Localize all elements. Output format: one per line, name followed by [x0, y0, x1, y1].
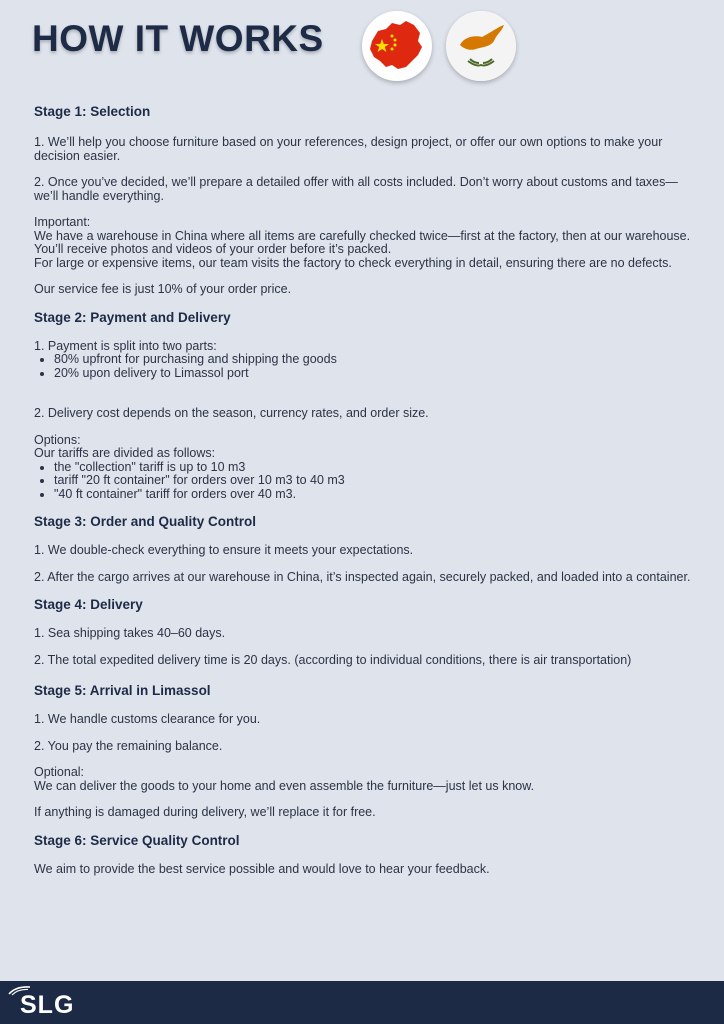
page-title: HOW IT WORKS: [32, 18, 324, 59]
footer: [0, 981, 724, 1024]
stage-2-p2: 2. Delivery cost depends on the season, currency rates, and order size.: [34, 406, 429, 420]
stage-5-optional-text: We can deliver the goods to your home and even assemble the furniture—just let us know.: [34, 778, 535, 793]
payment-list: [34, 353, 694, 380]
cyprus-flag-icon: [446, 11, 516, 81]
slg-logo: SLG: [20, 991, 75, 1019]
stage-2-title: Stage 2: Payment and Delivery: [34, 309, 231, 325]
stage-2-options-label: Options:: [34, 432, 81, 447]
list-item: • "40 ft container" tariff for orders over 40 m3.: [54, 488, 694, 502]
stage-5-p2: 2. You pay the remaining balance.: [34, 738, 223, 753]
stage-3-p2: 2. After the cargo arrives at our warehouse in China, it’s inspected again, securely packed, and loaded into a container.: [34, 569, 691, 584]
list-item: • the "collection" tariff is up to 10 m3: [54, 461, 694, 475]
stage-3-title: Stage 3: Order and Quality Control: [34, 514, 257, 529]
stage-5-damage: If anything is damaged during delivery, we’ll replace it for free.: [34, 805, 376, 819]
stage-4-p1: 1. Sea shipping takes 40–60 days.: [34, 626, 226, 640]
stage-5-title: Stage 5: Arrival in Limassol: [34, 683, 211, 698]
stage-5-optional-label: Optional:: [34, 765, 85, 779]
stage-6-title: Stage 6: Service Quality Control: [34, 832, 240, 848]
stage-1-fee: Our service fee is just 10% of your order price.: [34, 282, 292, 296]
stage-5-p1: 1. We handle customs clearance for you.: [34, 712, 261, 726]
stage-1-important-text: We have a warehouse in China where all items are carefully checked twice—first at the factory, then at our warehouse. You’ll receive photos and videos of your order before it’s packed.: [34, 228, 691, 256]
stage-3-p1: 1. We double-check everything to ensure it meets your expectations.: [34, 543, 414, 557]
stage-1-p2: 2. Once you’ve decided, we’ll prepare a detailed offer with all costs included. Don’t worry about customs and taxes—we’ll handle everything.: [34, 175, 678, 203]
content: [34, 104, 694, 876]
stage-6-p1: We aim to provide the best service possible and would love to hear your feedback.: [34, 861, 490, 876]
stage-1-p1: 1. We’ll help you choose furniture based on your references, design project, or offer our own options to make your decision easier.: [34, 135, 663, 163]
stage-1-important-label: Important:: [34, 215, 91, 229]
stage-2-p1: 1. Payment is split into two parts:: [34, 338, 217, 353]
stage-4-p2: 2. The total expedited delivery time is 20 days. (according to individual conditions, there is air transportation): [34, 652, 632, 667]
stage-1-title: Stage 1: Selection: [34, 104, 151, 119]
list-item: • 80% upfront for purchasing and shipping the goods: [54, 353, 694, 367]
china-flag-icon: [362, 11, 432, 81]
list-item: • 20% upon delivery to Limassol port: [54, 367, 694, 381]
stage-1-large-items: For large or expensive items, our team visits the factory to check everything in detail, ensuring there are no defects.: [34, 255, 672, 270]
list-item: • tariff "20 ft container" for orders over 10 m3 to 40 m3: [54, 474, 694, 488]
stage-2-tariffs-intro: Our tariffs are divided as follows:: [34, 446, 216, 460]
stage-4-title: Stage 4: Delivery: [34, 597, 143, 612]
tariff-list: [34, 461, 694, 502]
